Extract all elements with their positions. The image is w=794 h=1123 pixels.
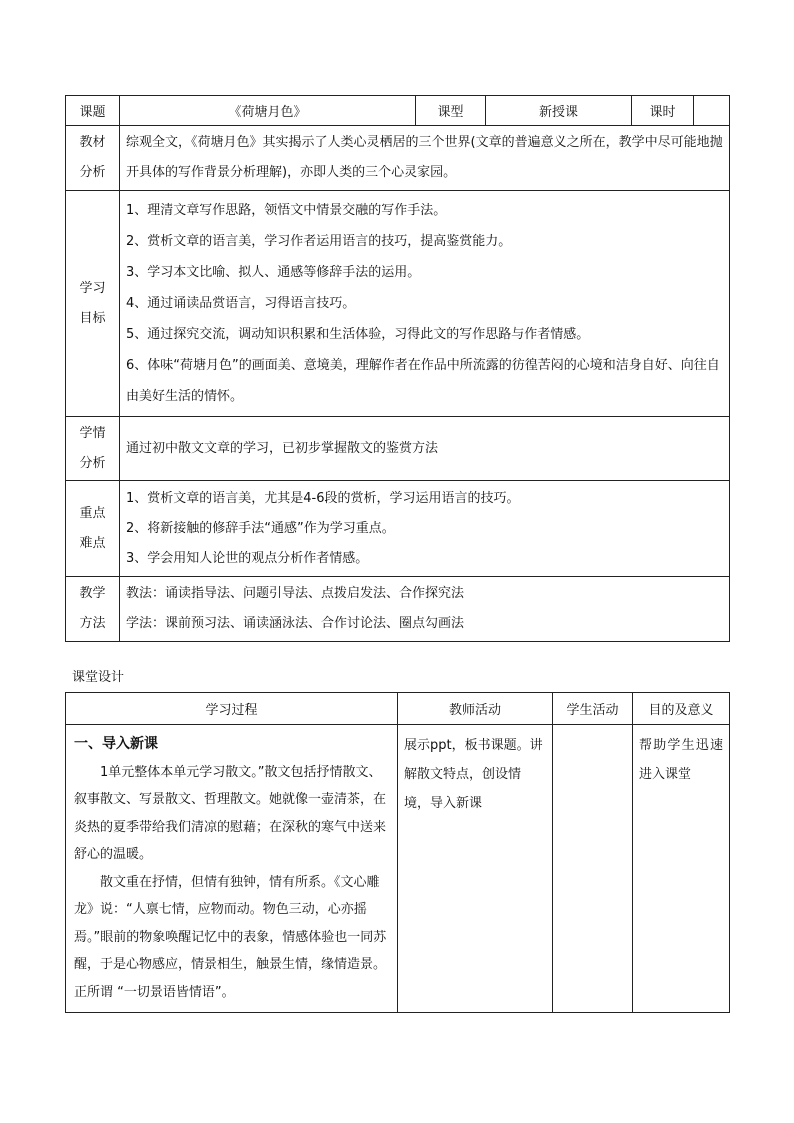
topic-row <box>66 96 730 126</box>
type-value: 新授课 <box>486 96 632 126</box>
header-student: 学生活动 <box>553 693 633 725</box>
key-point: 3、学会用知人论世的观点分析作者情感。 <box>126 550 369 566</box>
method-label: 教学 方法 <box>66 577 120 642</box>
goals-list <box>120 191 730 417</box>
header-teacher: 教师活动 <box>398 693 553 725</box>
design-table <box>65 692 730 1013</box>
section-title: 课堂设计 <box>72 670 125 685</box>
design-header-row <box>66 693 730 725</box>
header-process: 学习过程 <box>66 693 398 725</box>
process-paragraph: 散文重在抒情，但情有独钟，情有所系。《文心雕龙》说：“人禀七情，应物而动。物色三动，心亦摇焉。”眼前的物象唤醒记忆中的表象，情感体验也一同苏醒，于是心物感应，情景相生，触景生情，缘情造景。正所谓 “一切景语皆情语”。 <box>74 874 387 1000</box>
goal-item: 4、通过诵读品赏语言，习得语言技巧。 <box>126 296 356 311</box>
method-item: 学法：课前预习法、诵读涵泳法、合作讨论法、圈点勾画法 <box>126 616 465 631</box>
process-paragraph: 1单元整体本单元学习散文。”散文包括抒情散文、叙事散文、写景散文、哲理散文。她就像一壶清茶，在炎热的夏季带给我们清凉的慰藉；在深秋的寒气中送来舒心的温暖。 <box>74 764 387 862</box>
learner-row <box>66 417 730 481</box>
goals-label: 学习 目标 <box>66 191 120 417</box>
goal-item: 2、赏析文章的语言美，学习作者运用语言的技巧，提高鉴赏能力。 <box>126 234 512 249</box>
material-row <box>66 126 730 191</box>
process-heading: 一、导入新课 <box>74 736 158 752</box>
key-point: 1、赏析文章的语言美，尤其是4-6段的赏析，学习运用语言的技巧。 <box>126 490 520 506</box>
learner-text: 通过初中散文文章的学习，已初步掌握散文的鉴赏方法 <box>120 417 730 481</box>
method-item: 教法：诵读指导法、问题引导法、点拨启发法、合作探究法 <box>126 586 465 601</box>
goals-row <box>66 191 730 417</box>
student-activity <box>553 725 633 1013</box>
goal-item: 3、学习本文比喻、拟人、通感等修辞手法的运用。 <box>126 265 421 280</box>
goal-item: 6、体味“荷塘月色”的画面美、意境美，理解作者在作品中所流露的彷徨苦闷的心境和洁身自好、向往自由美好生活的情怀。 <box>126 358 720 404</box>
design-row <box>66 725 730 1013</box>
learner-label: 学情 分析 <box>66 417 120 481</box>
key-point: 2、将新接触的修辞手法“通感”作为学习重点。 <box>126 520 395 536</box>
hours-value <box>694 96 730 126</box>
key-row <box>66 481 730 577</box>
goal-item: 1、理清文章写作思路，领悟文中情景交融的写作手法。 <box>126 203 447 218</box>
material-text: 综观全文，《荷塘月色》其实揭示了人类心灵栖居的三个世界(文章的普遍意义之所在，教学中尽可能地抛开具体的写作背景分析理解)，亦即人类的三个心灵家园。 <box>120 126 730 191</box>
topic-label: 课题 <box>66 96 120 126</box>
type-label: 课型 <box>416 96 486 126</box>
key-points <box>120 481 730 577</box>
goal-item: 5、通过探究交流，调动知识积累和生活体验，习得此文的写作思路与作者情感。 <box>126 327 590 342</box>
header-purpose: 目的及意义 <box>633 693 730 725</box>
method-row <box>66 577 730 642</box>
topic-value: 《荷塘月色》 <box>120 96 416 126</box>
key-label: 重点 难点 <box>66 481 120 577</box>
lesson-info-table <box>65 95 730 642</box>
methods <box>120 577 730 642</box>
purpose-cell: 帮助学生迅速进入课堂 <box>633 725 730 1013</box>
teacher-activity: 展示ppt，板书课题。讲解散文特点，创设情境，导入新课 <box>398 725 553 1013</box>
hours-label: 课时 <box>632 96 694 126</box>
process-cell <box>66 725 398 1013</box>
material-label: 教材 分析 <box>66 126 120 191</box>
